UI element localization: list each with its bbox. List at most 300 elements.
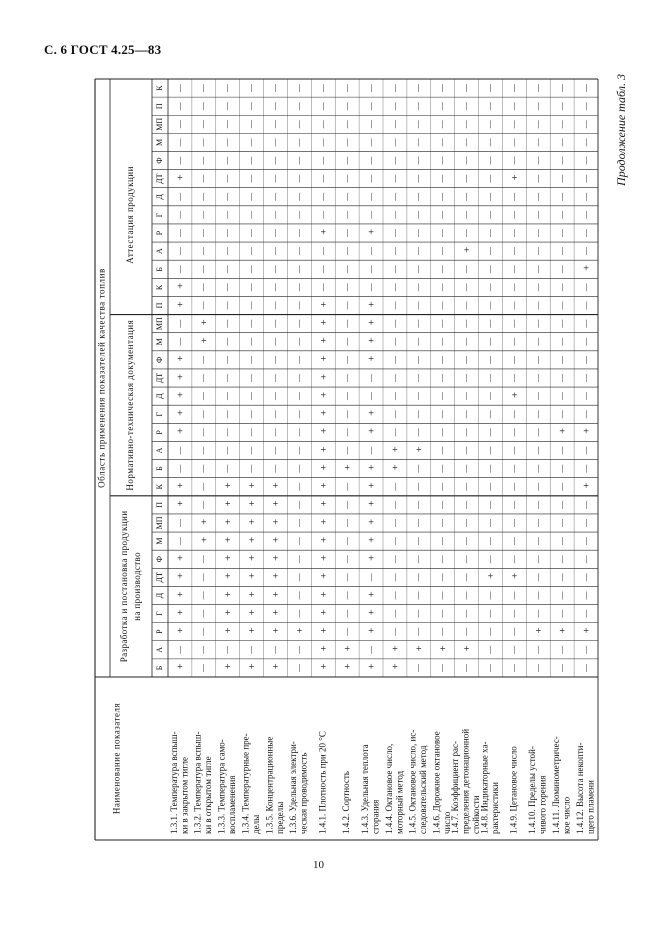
column-letter: А: [154, 248, 164, 255]
mark-plus: +: [320, 426, 327, 438]
mark-dash: —: [556, 84, 567, 93]
mark-dash: —: [485, 500, 495, 509]
mark-plus: +: [248, 481, 255, 493]
mark-dash: —: [437, 210, 447, 219]
mark-dash: —: [580, 518, 590, 527]
mark-dash: —: [198, 482, 208, 491]
mark-dash: —: [533, 355, 543, 364]
mark-dash: —: [270, 446, 280, 455]
mark-dash: —: [294, 609, 304, 618]
mark-dash: —: [461, 500, 471, 509]
mark-dash: —: [509, 319, 519, 328]
mark-dash: —: [509, 645, 519, 654]
mark-dash: —: [461, 609, 471, 618]
mark-dash: —: [198, 392, 208, 401]
column-letter: М: [154, 338, 164, 346]
mark-dash: —: [270, 229, 280, 238]
mark-dash: —: [365, 138, 375, 147]
mark-plus: +: [248, 607, 255, 619]
mark-dash: —: [198, 102, 208, 111]
mark-dash: —: [485, 627, 495, 636]
mark-dash: —: [413, 410, 423, 419]
mark-dash: —: [270, 84, 280, 93]
mark-dash: —: [580, 464, 590, 473]
mark-dash: —: [222, 392, 232, 401]
mark-dash: —: [222, 410, 232, 419]
mark-dash: —: [174, 84, 184, 93]
mark-dash: —: [341, 410, 352, 419]
mark-dash: —: [556, 265, 567, 274]
mark-dash: —: [461, 102, 471, 111]
mark-dash: —: [509, 337, 519, 346]
mark-dash: —: [198, 446, 208, 455]
mark-dash: —: [389, 537, 399, 546]
mark-dash: —: [198, 247, 208, 256]
mark-dash: —: [485, 337, 495, 346]
mark-plus: +: [344, 644, 350, 656]
mark-plus: +: [177, 426, 183, 438]
mark-dash: —: [533, 120, 543, 129]
row-name: чивого горения: [537, 775, 548, 834]
mark-dash: —: [485, 410, 495, 419]
name-column-header: Наименование показателя: [111, 702, 122, 815]
mark-dash: —: [485, 156, 495, 165]
mark-dash: —: [437, 102, 447, 111]
mark-plus: +: [344, 462, 350, 474]
mark-plus: +: [392, 462, 398, 474]
mark-dash: —: [198, 627, 208, 636]
mark-plus: +: [368, 499, 374, 511]
mark-dash: —: [556, 446, 567, 455]
mark-dash: —: [222, 174, 232, 183]
mark-plus: +: [320, 462, 327, 474]
mark-dash: —: [580, 174, 590, 183]
mark-dash: —: [198, 355, 208, 364]
mark-dash: —: [174, 156, 184, 165]
mark-dash: —: [246, 102, 256, 111]
mark-dash: —: [509, 446, 519, 455]
mark-plus: +: [320, 227, 327, 239]
mark-plus: +: [177, 589, 183, 601]
mark-dash: —: [389, 192, 399, 201]
mark-dash: —: [341, 229, 352, 238]
row-name: пределения детонационной: [460, 728, 471, 834]
mark-dash: —: [270, 120, 280, 129]
mark-dash: —: [461, 392, 471, 401]
mark-dash: —: [389, 120, 399, 129]
mark-dash: —: [509, 210, 519, 219]
mark-dash: —: [580, 84, 590, 93]
mark-dash: —: [389, 174, 399, 183]
mark-dash: —: [533, 174, 543, 183]
mark-dash: —: [533, 500, 543, 509]
mark-dash: —: [413, 609, 423, 618]
mark-dash: —: [341, 210, 352, 219]
mark-plus: +: [177, 607, 183, 619]
mark-dash: —: [389, 482, 399, 491]
mark-dash: —: [294, 301, 304, 310]
row-name: 1.3.2. Температура вспыш-: [192, 731, 203, 834]
mark-dash: —: [413, 518, 423, 527]
mark-dash: —: [413, 174, 423, 183]
column-letter: П: [154, 103, 164, 110]
mark-plus: +: [368, 462, 374, 474]
mark-dash: —: [413, 627, 423, 636]
mark-plus: +: [320, 481, 327, 493]
mark-dash: —: [389, 265, 399, 274]
mark-dash: —: [556, 573, 567, 582]
mark-dash: —: [318, 265, 328, 274]
mark-dash: —: [174, 247, 184, 256]
mark-dash: —: [509, 265, 519, 274]
mark-dash: —: [556, 537, 567, 546]
group-header: Аттестация продукции: [125, 166, 136, 264]
mark-dash: —: [389, 428, 399, 437]
mark-dash: —: [198, 120, 208, 129]
mark-plus: +: [248, 499, 255, 511]
mark-dash: —: [413, 482, 423, 491]
mark-plus: +: [368, 535, 374, 547]
row-name: 1.4.10. Пределы устой-: [527, 746, 538, 834]
mark-dash: —: [556, 247, 567, 256]
mark-dash: —: [270, 301, 280, 310]
mark-dash: —: [437, 392, 447, 401]
mark-dash: —: [461, 627, 471, 636]
mark-dash: —: [437, 663, 447, 672]
mark-dash: —: [174, 138, 184, 147]
mark-dash: —: [533, 102, 543, 111]
mark-plus: +: [368, 607, 374, 619]
mark-dash: —: [580, 374, 590, 382]
mark-plus: +: [177, 481, 183, 493]
mark-plus: +: [320, 662, 327, 674]
mark-dash: —: [341, 355, 352, 364]
mark-plus: +: [320, 336, 327, 348]
mark-dash: —: [174, 645, 184, 654]
mark-dash: —: [437, 337, 447, 346]
mark-plus: +: [224, 535, 231, 547]
mark-plus: +: [320, 607, 327, 619]
mark-dash: —: [413, 428, 423, 437]
mark-dash: —: [485, 265, 495, 274]
mark-dash: —: [222, 138, 232, 147]
column-letter: МП: [154, 317, 164, 331]
mark-dash: —: [389, 374, 399, 382]
mark-dash: —: [413, 102, 423, 111]
mark-dash: —: [485, 446, 495, 455]
mark-dash: —: [533, 609, 543, 618]
mark-dash: —: [485, 84, 495, 93]
row-name: сгорания: [370, 799, 381, 834]
mark-dash: —: [365, 84, 375, 93]
mark-dash: —: [485, 210, 495, 219]
mark-dash: —: [270, 645, 280, 654]
mark-plus: +: [559, 426, 565, 438]
mark-dash: —: [509, 138, 519, 147]
mark-dash: —: [341, 500, 352, 509]
mark-dash: —: [389, 591, 399, 600]
mark-dash: —: [294, 319, 304, 328]
mark-dash: —: [485, 247, 495, 256]
row-name: 1.4.11. Люминометричес-: [550, 736, 561, 834]
mark-plus: +: [368, 589, 374, 601]
mark-dash: —: [509, 482, 519, 491]
row-name: делы: [250, 814, 261, 834]
mark-plus: +: [201, 336, 207, 348]
mark-dash: —: [533, 392, 543, 401]
mark-plus: +: [368, 517, 374, 529]
mark-dash: —: [270, 392, 280, 401]
column-letter: Д: [154, 393, 164, 399]
mark-dash: —: [198, 138, 208, 147]
mark-plus: +: [248, 571, 255, 583]
mark-plus: +: [583, 481, 589, 493]
mark-dash: —: [270, 355, 280, 364]
mark-dash: —: [461, 265, 471, 274]
mark-dash: —: [341, 627, 352, 636]
mark-dash: —: [509, 555, 519, 564]
mark-dash: —: [198, 156, 208, 165]
mark-dash: —: [341, 482, 352, 491]
mark-plus: +: [224, 517, 231, 529]
mark-dash: —: [461, 301, 471, 310]
row-name: 1.4.7. Коэффициент рас-: [450, 740, 461, 834]
column-letter: Б: [154, 266, 164, 272]
mark-dash: —: [174, 319, 184, 328]
mark-dash: —: [198, 374, 208, 382]
mark-dash: —: [365, 265, 375, 274]
mark-dash: —: [270, 428, 280, 437]
mark-dash: —: [270, 374, 280, 382]
mark-dash: —: [389, 500, 399, 509]
mark-dash: —: [389, 84, 399, 93]
mark-plus: +: [272, 589, 279, 601]
mark-dash: —: [174, 210, 184, 219]
mark-plus: +: [368, 336, 374, 348]
column-letter: Г: [154, 212, 164, 218]
mark-dash: —: [413, 355, 423, 364]
mark-plus: +: [248, 517, 255, 529]
mark-dash: —: [198, 84, 208, 93]
mark-plus: +: [248, 553, 255, 565]
mark-dash: —: [437, 464, 447, 473]
column-letter: МП: [154, 117, 164, 131]
mark-dash: —: [389, 319, 399, 328]
mark-plus: +: [201, 517, 207, 529]
mark-dash: —: [509, 247, 519, 256]
mark-dash: —: [365, 392, 375, 401]
mark-dash: —: [556, 283, 567, 292]
mark-dash: —: [413, 156, 423, 165]
mark-dash: —: [294, 537, 304, 546]
mark-dash: —: [389, 555, 399, 564]
mark-dash: —: [533, 663, 543, 672]
mark-dash: —: [437, 192, 447, 201]
mark-plus: +: [583, 263, 589, 275]
mark-dash: —: [509, 428, 519, 437]
mark-dash: —: [437, 609, 447, 618]
mark-plus: +: [559, 625, 565, 637]
mark-dash: —: [437, 500, 447, 509]
mark-dash: —: [580, 337, 590, 346]
mark-dash: —: [533, 283, 543, 292]
column-letter: Б: [154, 466, 164, 471]
mark-dash: —: [556, 102, 567, 111]
mark-dash: —: [556, 210, 567, 219]
mark-dash: —: [485, 392, 495, 401]
mark-plus: +: [272, 553, 279, 565]
column-letter: Г: [154, 611, 164, 616]
mark-dash: —: [556, 591, 567, 600]
mark-dash: —: [509, 120, 519, 129]
mark-dash: —: [389, 355, 399, 364]
column-letter: Р: [154, 629, 164, 634]
mark-dash: —: [222, 156, 232, 165]
column-letter: К: [154, 284, 164, 291]
mark-dash: —: [294, 156, 304, 165]
mark-plus: +: [320, 499, 327, 511]
column-letter: А: [154, 646, 164, 653]
mark-dash: —: [556, 301, 567, 310]
mark-dash: —: [580, 392, 590, 401]
row-name: 1.4.1. Плотность при 20 °С: [317, 731, 328, 834]
mark-plus: +: [224, 553, 231, 565]
mark-dash: —: [437, 138, 447, 147]
row-name: кое число: [561, 796, 572, 834]
column-letter: К: [154, 85, 164, 91]
row-name: рактеристики: [489, 782, 500, 834]
mark-dash: —: [580, 555, 590, 564]
mark-plus: +: [583, 625, 589, 637]
mark-dash: —: [509, 156, 519, 165]
mark-dash: —: [198, 591, 208, 600]
mark-dash: —: [437, 573, 447, 582]
mark-dash: —: [341, 392, 352, 401]
row-name: число: [442, 811, 453, 834]
mark-dash: —: [485, 192, 495, 201]
mark-dash: —: [174, 120, 184, 129]
mark-dash: —: [270, 210, 280, 219]
mark-dash: —: [246, 174, 256, 183]
mark-dash: —: [318, 192, 328, 201]
group-header: Разработка и постановка продукции: [119, 510, 130, 663]
mark-dash: —: [437, 410, 447, 419]
mark-dash: —: [580, 573, 590, 582]
mark-dash: —: [389, 392, 399, 401]
mark-plus: +: [177, 354, 183, 366]
mark-dash: —: [556, 319, 567, 328]
mark-dash: —: [318, 138, 328, 147]
mark-dash: —: [461, 464, 471, 473]
mark-dash: —: [246, 645, 256, 654]
row-name: 1.4.9. Цетановое число: [508, 746, 519, 834]
mark-dash: —: [533, 301, 543, 310]
mark-plus: +: [272, 535, 279, 547]
mark-plus: +: [177, 499, 183, 511]
mark-dash: —: [485, 663, 495, 672]
mark-dash: —: [389, 283, 399, 292]
mark-plus: +: [272, 571, 279, 583]
mark-dash: —: [437, 247, 447, 256]
mark-plus: +: [320, 299, 327, 311]
mark-dash: —: [341, 428, 352, 437]
mark-dash: —: [246, 374, 256, 382]
mark-dash: —: [198, 500, 208, 509]
mark-dash: —: [341, 319, 352, 328]
mark-dash: —: [246, 265, 256, 274]
mark-dash: —: [174, 229, 184, 238]
mark-plus: +: [463, 644, 470, 656]
mark-dash: —: [365, 174, 375, 183]
mark-dash: —: [294, 410, 304, 419]
mark-dash: —: [533, 337, 543, 346]
mark-dash: —: [246, 464, 256, 473]
mark-dash: —: [556, 392, 567, 401]
mark-dash: —: [341, 337, 352, 346]
mark-dash: —: [485, 301, 495, 310]
mark-dash: —: [485, 591, 495, 600]
mark-dash: —: [461, 283, 471, 292]
mark-dash: —: [294, 482, 304, 491]
mark-dash: —: [485, 428, 495, 437]
mark-dash: —: [270, 283, 280, 292]
mark-dash: —: [365, 102, 375, 111]
row-name: следовательский метод: [418, 745, 429, 834]
mark-dash: —: [556, 609, 567, 618]
mark-dash: —: [580, 410, 590, 419]
mark-dash: —: [556, 229, 567, 238]
column-letter: Д: [154, 592, 164, 599]
mark-plus: +: [463, 245, 470, 257]
mark-dash: —: [533, 138, 543, 147]
mark-dash: —: [413, 392, 423, 401]
mark-dash: —: [294, 337, 304, 346]
mark-dash: —: [485, 283, 495, 292]
mark-dash: —: [580, 355, 590, 364]
mark-dash: —: [580, 156, 590, 165]
mark-dash: —: [174, 518, 184, 527]
mark-dash: —: [294, 229, 304, 238]
mark-plus: +: [177, 625, 183, 637]
column-letter: М: [154, 138, 164, 146]
mark-dash: —: [294, 84, 304, 93]
mark-plus: +: [583, 426, 589, 438]
mark-dash: —: [509, 663, 519, 672]
mark-dash: —: [509, 627, 519, 636]
mark-plus: +: [177, 662, 183, 674]
mark-dash: —: [556, 645, 567, 654]
mark-plus: +: [368, 299, 374, 311]
mark-plus: +: [224, 607, 231, 619]
row-name: моторный метод: [394, 770, 405, 834]
mark-dash: —: [341, 174, 352, 183]
mark-dash: —: [485, 355, 495, 364]
mark-dash: —: [198, 174, 208, 183]
mark-dash: —: [294, 518, 304, 527]
mark-dash: —: [246, 355, 256, 364]
mark-plus: +: [272, 607, 279, 619]
mark-dash: —: [461, 120, 471, 129]
mark-dash: —: [294, 210, 304, 219]
column-letter: МП: [154, 516, 164, 530]
mark-dash: —: [222, 210, 232, 219]
mark-dash: —: [294, 283, 304, 292]
mark-dash: —: [533, 410, 543, 419]
mark-dash: —: [365, 374, 375, 382]
mark-dash: —: [222, 192, 232, 201]
mark-dash: —: [533, 464, 543, 473]
mark-dash: —: [389, 301, 399, 310]
